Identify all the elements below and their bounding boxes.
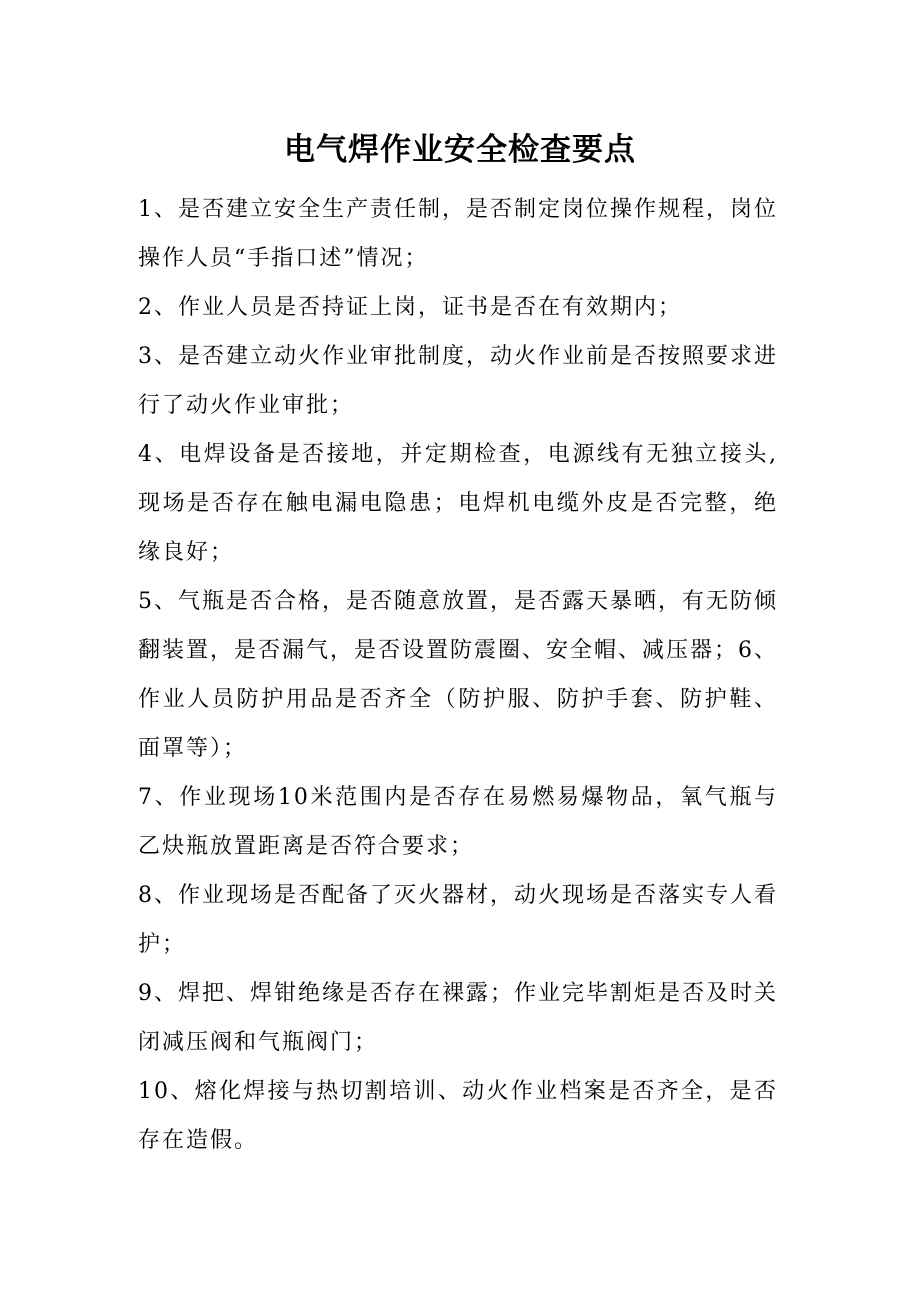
checklist-item-7: 7、作业现场10米范围内是否存在易燃易爆物品，氧气瓶与乙炔瓶放置距离是否符合要求；: [138, 785, 778, 859]
checklist: [138, 185, 778, 1165]
checklist-item-8: 8、作业现场是否配备了灭火器材，动火现场是否落实专人看护；: [138, 883, 778, 957]
checklist-item-5: 5、气瓶是否合格，是否随意放置，是否露天暴晒，有无防倾翻装置，是否漏气，是否设置防震圈、安全帽、减压器；6、作业人员防护用品是否齐全（防护服、防护手套、防护鞋、面罩等）；: [138, 589, 778, 761]
checklist-item-9: 9、焊把、焊钳绝缘是否存在裸露；作业完毕割炬是否及时关闭减压阀和气瓶阀门；: [138, 981, 778, 1055]
checklist-item-1: 1、是否建立安全生产责任制，是否制定岗位操作规程，岗位操作人员“手指口述”情况；: [138, 197, 778, 271]
checklist-item-10: 10、熔化焊接与热切割培训、动火作业档案是否齐全，是否存在造假。: [138, 1079, 778, 1153]
checklist-item-2: 2、作业人员是否持证上岗，证书是否在有效期内；: [138, 295, 682, 320]
checklist-item-3: 3、是否建立动火作业审批制度，动火作业前是否按照要求进行了动火作业审批；: [138, 344, 778, 418]
checklist-item-4: 4、电焊设备是否接地，并定期检查，电源线有无独立接头,现场是否存在触电漏电隐患；电焊机电缆外皮是否完整，绝缘良好；: [138, 442, 778, 565]
document-title: 电气焊作业安全检查要点: [284, 132, 636, 168]
